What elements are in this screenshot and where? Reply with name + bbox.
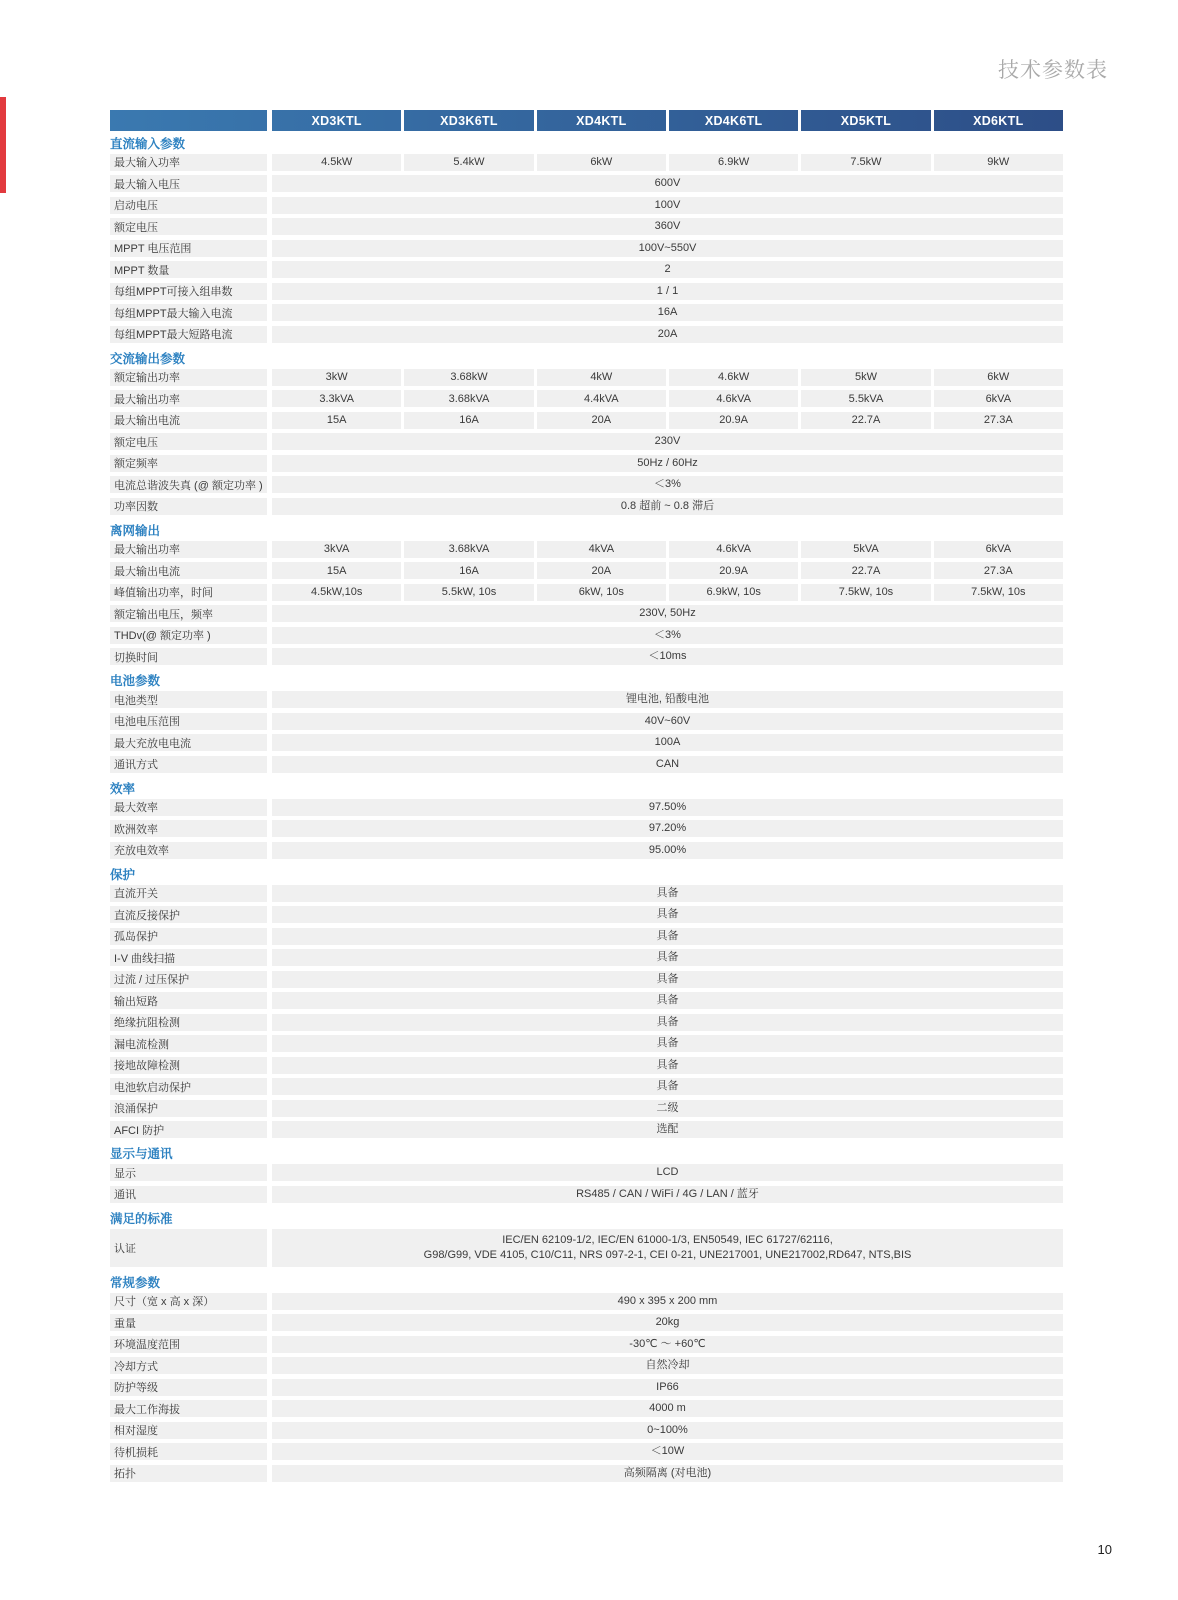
row-label: 额定电压 xyxy=(110,433,267,450)
value-cell: 22.7A xyxy=(801,562,930,579)
value-cell-merged: 16A xyxy=(272,304,1063,321)
value-cell-merged: 490 x 395 x 200 mm xyxy=(272,1293,1063,1310)
row-values xyxy=(272,175,1063,192)
spec-row xyxy=(110,1229,1063,1267)
row-label: 最大输入功率 xyxy=(110,154,267,171)
spec-row xyxy=(110,691,1063,708)
value-cell-merged: 97.50% xyxy=(272,799,1063,816)
row-values xyxy=(272,1035,1063,1052)
value-cell-merged: -30℃ ～ +60℃ xyxy=(272,1336,1063,1353)
row-values xyxy=(272,885,1063,902)
value-cell: 4.6kVA xyxy=(669,390,798,407)
row-label: 最大工作海拔 xyxy=(110,1400,267,1417)
spec-row xyxy=(110,756,1063,773)
row-label: 浪涌保护 xyxy=(110,1100,267,1117)
row-values xyxy=(272,240,1063,257)
spec-row xyxy=(110,175,1063,192)
value-cell: 3.68kVA xyxy=(404,541,533,558)
row-label: 最大输出电流 xyxy=(110,412,267,429)
spec-row xyxy=(110,433,1063,450)
row-values xyxy=(272,1229,1063,1267)
spec-row xyxy=(110,218,1063,235)
row-values xyxy=(272,713,1063,730)
value-cell-merged: 100V xyxy=(272,197,1063,214)
spec-row xyxy=(110,369,1063,386)
row-label: 欧洲效率 xyxy=(110,820,267,837)
value-cell-merged: 0.8 超前 ~ 0.8 滞后 xyxy=(272,498,1063,515)
value-cell: 3.68kW xyxy=(404,369,533,386)
spec-row xyxy=(110,1078,1063,1095)
row-values xyxy=(272,1400,1063,1417)
value-cell: 9kW xyxy=(934,154,1063,171)
section-title: 交流输出参数 xyxy=(110,351,186,366)
row-label: 尺寸（宽 x 高 x 深） xyxy=(110,1293,267,1310)
row-values xyxy=(272,1336,1063,1353)
value-cell-merged: 二级 xyxy=(272,1100,1063,1117)
row-values xyxy=(272,1057,1063,1074)
spec-row xyxy=(110,1057,1063,1074)
row-label: 认证 xyxy=(110,1229,267,1267)
row-values xyxy=(272,799,1063,816)
row-values xyxy=(272,584,1063,601)
value-cell: 15A xyxy=(272,412,401,429)
spec-row xyxy=(110,1035,1063,1052)
value-cell: 5kW xyxy=(801,369,930,386)
table-body xyxy=(110,132,1063,1482)
row-label: 电池软启动保护 xyxy=(110,1078,267,1095)
value-cell: 7.5kW xyxy=(801,154,930,171)
row-label: 直流开关 xyxy=(110,885,267,902)
spec-row xyxy=(110,1014,1063,1031)
value-cell-merged: ＜3% xyxy=(272,627,1063,644)
row-label: 孤岛保护 xyxy=(110,928,267,945)
value-cell-merged: 具备 xyxy=(272,1078,1063,1095)
row-label: 切换时间 xyxy=(110,648,267,665)
value-cell: 6kVA xyxy=(934,390,1063,407)
row-label: 电流总谐波失真 (@ 额定功率 ) xyxy=(110,476,267,493)
spec-row xyxy=(110,820,1063,837)
row-values xyxy=(272,928,1063,945)
row-values xyxy=(272,261,1063,278)
row-values xyxy=(272,605,1063,622)
row-values xyxy=(272,971,1063,988)
value-cell: 5.4kW xyxy=(404,154,533,171)
row-label: I-V 曲线扫描 xyxy=(110,949,267,966)
spec-row xyxy=(110,476,1063,493)
spec-table xyxy=(110,110,1063,1486)
spec-row xyxy=(110,1121,1063,1138)
value-cell-merged: 具备 xyxy=(272,928,1063,945)
section-title: 效率 xyxy=(110,781,136,796)
row-values xyxy=(272,1186,1063,1203)
section-title: 电池参数 xyxy=(110,674,161,689)
value-cell-merged: 具备 xyxy=(272,949,1063,966)
row-values xyxy=(272,369,1063,386)
value-cell: 6.9kW, 10s xyxy=(669,584,798,601)
value-cell-merged: 具备 xyxy=(272,1057,1063,1074)
spec-row xyxy=(110,648,1063,665)
row-label: 最大充放电电流 xyxy=(110,734,267,751)
row-label: 最大输出功率 xyxy=(110,541,267,558)
spec-row xyxy=(110,1100,1063,1117)
section-title: 显示与通讯 xyxy=(110,1147,173,1162)
row-label: 通讯方式 xyxy=(110,756,267,773)
row-label: 额定输出电压，频率 xyxy=(110,605,267,622)
row-values xyxy=(272,1443,1063,1460)
value-cell-merged xyxy=(272,1229,1063,1267)
value-cell: 3kVA xyxy=(272,541,401,558)
row-values xyxy=(272,562,1063,579)
spec-row xyxy=(110,1400,1063,1417)
row-values xyxy=(272,992,1063,1009)
spec-row xyxy=(110,1379,1063,1396)
value-cell: 15A xyxy=(272,562,401,579)
spec-row xyxy=(110,992,1063,1009)
row-values xyxy=(272,154,1063,171)
value-line: G98/G99, VDE 4105, C10/C11, NRS 097-2-1, CEI 0-21, UNE217001, UNE217002,RD647, NTS,BIS xyxy=(423,1248,912,1261)
row-label: 启动电压 xyxy=(110,197,267,214)
row-values xyxy=(272,304,1063,321)
spec-row xyxy=(110,1465,1063,1482)
row-label: MPPT 数量 xyxy=(110,261,267,278)
spec-row xyxy=(110,154,1063,171)
row-values xyxy=(272,1078,1063,1095)
spec-row xyxy=(110,906,1063,923)
value-cell-merged: 230V, 50Hz xyxy=(272,605,1063,622)
value-cell: 7.5kW, 10s xyxy=(934,584,1063,601)
model-header-xd3ktl: XD3KTL xyxy=(272,110,404,131)
page-title: 技术参数表 xyxy=(998,59,1108,82)
model-header-xd4k6tl: XD4K6TL xyxy=(669,110,801,131)
section-title: 常规参数 xyxy=(110,1275,161,1290)
row-label: AFCI 防护 xyxy=(110,1121,267,1138)
row-values xyxy=(272,283,1063,300)
model-header-xd3k6tl: XD3K6TL xyxy=(404,110,536,131)
row-values xyxy=(272,1014,1063,1031)
value-cell-merged: CAN xyxy=(272,756,1063,773)
row-label: 电池电压范围 xyxy=(110,713,267,730)
spec-row xyxy=(110,1336,1063,1353)
row-label: 拓扑 xyxy=(110,1465,267,1482)
value-cell: 6kVA xyxy=(934,541,1063,558)
value-cell: 16A xyxy=(404,562,533,579)
value-cell-merged: LCD xyxy=(272,1164,1063,1181)
row-values xyxy=(272,1357,1063,1374)
model-header-xd4ktl: XD4KTL xyxy=(537,110,669,131)
row-label: 最大输出电流 xyxy=(110,562,267,579)
value-cell: 4kW xyxy=(537,369,666,386)
spec-row xyxy=(110,1186,1063,1203)
value-cell: 5kVA xyxy=(801,541,930,558)
row-label: 漏电流检测 xyxy=(110,1035,267,1052)
value-cell: 4.5kW,10s xyxy=(272,584,401,601)
spec-row xyxy=(110,1422,1063,1439)
spec-row xyxy=(110,971,1063,988)
spec-row xyxy=(110,240,1063,257)
spec-row xyxy=(110,1314,1063,1331)
row-values xyxy=(272,412,1063,429)
row-label: 待机损耗 xyxy=(110,1443,267,1460)
section-title: 满足的标准 xyxy=(110,1211,173,1226)
spec-row xyxy=(110,498,1063,515)
row-values xyxy=(272,476,1063,493)
row-label: 额定电压 xyxy=(110,218,267,235)
row-values xyxy=(272,541,1063,558)
row-label: 接地故障检测 xyxy=(110,1057,267,1074)
value-cell-merged: 360V xyxy=(272,218,1063,235)
row-label: THDv(@ 额定功率 ) xyxy=(110,627,267,644)
value-cell-merged: 230V xyxy=(272,433,1063,450)
value-cell-merged: 20kg xyxy=(272,1314,1063,1331)
spec-row xyxy=(110,326,1063,343)
row-values xyxy=(272,949,1063,966)
value-cell: 6kW xyxy=(934,369,1063,386)
value-cell: 4.4kVA xyxy=(537,390,666,407)
value-cell-merged: 40V~60V xyxy=(272,713,1063,730)
value-cell-merged: ＜10W xyxy=(272,1443,1063,1460)
spec-row xyxy=(110,304,1063,321)
value-cell-merged: 20A xyxy=(272,326,1063,343)
model-header-xd5ktl: XD5KTL xyxy=(801,110,933,131)
value-cell-merged: 50Hz / 60Hz xyxy=(272,455,1063,472)
row-values xyxy=(272,1100,1063,1117)
section-title: 保护 xyxy=(110,867,136,882)
row-label: 过流 / 过压保护 xyxy=(110,971,267,988)
row-values xyxy=(272,842,1063,859)
row-label: 绝缘抗阻检测 xyxy=(110,1014,267,1031)
value-cell-merged: 4000 m xyxy=(272,1400,1063,1417)
row-values xyxy=(272,734,1063,751)
value-cell-merged: 1 / 1 xyxy=(272,283,1063,300)
spec-row xyxy=(110,842,1063,859)
row-values xyxy=(272,820,1063,837)
row-values xyxy=(272,326,1063,343)
value-cell-merged: 高频隔离 (对电池) xyxy=(272,1465,1063,1482)
row-label: 最大输入电压 xyxy=(110,175,267,192)
spec-row xyxy=(110,605,1063,622)
value-cell-merged: 具备 xyxy=(272,1035,1063,1052)
value-cell: 4.6kW xyxy=(669,369,798,386)
spec-row xyxy=(110,1357,1063,1374)
value-cell: 4kVA xyxy=(537,541,666,558)
row-label: 重量 xyxy=(110,1314,267,1331)
spec-row xyxy=(110,1443,1063,1460)
row-values xyxy=(272,1164,1063,1181)
row-label: 显示 xyxy=(110,1164,267,1181)
row-values xyxy=(272,627,1063,644)
value-cell: 5.5kVA xyxy=(801,390,930,407)
value-cell-merged: 锂电池, 铅酸电池 xyxy=(272,691,1063,708)
row-values xyxy=(272,756,1063,773)
value-cell: 6kW xyxy=(537,154,666,171)
value-cell-merged: 0~100% xyxy=(272,1422,1063,1439)
row-label: 额定输出功率 xyxy=(110,369,267,386)
value-cell-merged: 100V~550V xyxy=(272,240,1063,257)
row-values xyxy=(272,455,1063,472)
value-cell: 4.6kVA xyxy=(669,541,798,558)
spec-row xyxy=(110,799,1063,816)
row-label: 峰值输出功率，时间 xyxy=(110,584,267,601)
value-cell: 5.5kW, 10s xyxy=(404,584,533,601)
value-cell: 20A xyxy=(537,562,666,579)
page-number: 10 xyxy=(1097,1542,1112,1557)
spec-row xyxy=(110,885,1063,902)
row-label: 电池类型 xyxy=(110,691,267,708)
row-label: 每组MPPT最大输入电流 xyxy=(110,304,267,321)
spec-row xyxy=(110,455,1063,472)
row-values xyxy=(272,390,1063,407)
spec-row xyxy=(110,949,1063,966)
spec-row xyxy=(110,261,1063,278)
row-label: 每组MPPT可接入组串数 xyxy=(110,283,267,300)
value-cell-merged: 100A xyxy=(272,734,1063,751)
row-label: 通讯 xyxy=(110,1186,267,1203)
header-spacer-cell xyxy=(110,110,272,131)
value-cell-merged: ＜3% xyxy=(272,476,1063,493)
row-label: 冷却方式 xyxy=(110,1357,267,1374)
value-cell: 22.7A xyxy=(801,412,930,429)
row-values xyxy=(272,1465,1063,1482)
row-values xyxy=(272,648,1063,665)
spec-row xyxy=(110,1293,1063,1310)
model-header-xd6ktl: XD6KTL xyxy=(973,113,1024,128)
row-label: 输出短路 xyxy=(110,992,267,1009)
row-values xyxy=(272,1379,1063,1396)
spec-row xyxy=(110,390,1063,407)
value-cell-merged: 600V xyxy=(272,175,1063,192)
section-title: 离网输出 xyxy=(110,523,161,538)
row-label: 功率因数 xyxy=(110,498,267,515)
value-cell-merged: 选配 xyxy=(272,1121,1063,1138)
row-label: 充放电效率 xyxy=(110,842,267,859)
value-cell-merged: 具备 xyxy=(272,992,1063,1009)
value-line: IEC/EN 62109-1/2, IEC/EN 61000-1/3, EN50549, IEC 61727/62116, xyxy=(502,1233,833,1246)
row-label: 每组MPPT最大短路电流 xyxy=(110,326,267,343)
value-cell: 3.3kVA xyxy=(272,390,401,407)
value-cell-merged: IP66 xyxy=(272,1379,1063,1396)
row-values xyxy=(272,197,1063,214)
table-header-row xyxy=(110,110,1063,131)
row-values xyxy=(272,906,1063,923)
value-cell: 27.3A xyxy=(934,412,1063,429)
row-values xyxy=(272,498,1063,515)
row-label: 最大输出功率 xyxy=(110,390,267,407)
value-cell: 20.9A xyxy=(669,412,798,429)
value-cell: 3.68kVA xyxy=(404,390,533,407)
spec-row xyxy=(110,1164,1063,1181)
spec-row xyxy=(110,283,1063,300)
row-values xyxy=(272,433,1063,450)
value-cell: 20.9A xyxy=(669,562,798,579)
value-cell: 6kW, 10s xyxy=(537,584,666,601)
value-cell-merged: 具备 xyxy=(272,885,1063,902)
value-cell: 6.9kW xyxy=(669,154,798,171)
spec-row xyxy=(110,734,1063,751)
spec-row xyxy=(110,541,1063,558)
spec-row xyxy=(110,197,1063,214)
spec-row xyxy=(110,584,1063,601)
row-label: 环境温度范围 xyxy=(110,1336,267,1353)
value-cell-merged: 95.00% xyxy=(272,842,1063,859)
value-cell-merged: 97.20% xyxy=(272,820,1063,837)
value-cell: 27.3A xyxy=(934,562,1063,579)
value-cell: 16A xyxy=(404,412,533,429)
row-label: 防护等级 xyxy=(110,1379,267,1396)
row-label: 最大效率 xyxy=(110,799,267,816)
value-cell-merged: 自然冷却 xyxy=(272,1357,1063,1374)
row-values xyxy=(272,1314,1063,1331)
spec-row xyxy=(110,627,1063,644)
row-label: 直流反接保护 xyxy=(110,906,267,923)
value-cell-merged: 2 xyxy=(272,261,1063,278)
row-values xyxy=(272,1293,1063,1310)
value-cell-merged: RS485 / CAN / WiFi / 4G / LAN / 蓝牙 xyxy=(272,1186,1063,1203)
spec-row xyxy=(110,562,1063,579)
left-accent-stripe xyxy=(0,97,6,193)
spec-row xyxy=(110,713,1063,730)
row-values xyxy=(272,691,1063,708)
row-label: 额定频率 xyxy=(110,455,267,472)
row-values xyxy=(272,1422,1063,1439)
value-cell: 3kW xyxy=(272,369,401,386)
section-title: 直流输入参数 xyxy=(110,136,186,151)
value-cell: 20A xyxy=(537,412,666,429)
row-values xyxy=(272,218,1063,235)
value-cell-merged: 具备 xyxy=(272,1014,1063,1031)
row-label: MPPT 电压范围 xyxy=(110,240,267,257)
value-cell: 4.5kW xyxy=(272,154,401,171)
value-cell: 7.5kW, 10s xyxy=(801,584,930,601)
spec-row xyxy=(110,928,1063,945)
row-label: 相对湿度 xyxy=(110,1422,267,1439)
value-cell-merged: 具备 xyxy=(272,971,1063,988)
value-cell-merged: ＜10ms xyxy=(272,648,1063,665)
spec-row xyxy=(110,412,1063,429)
value-cell-merged: 具备 xyxy=(272,906,1063,923)
row-values xyxy=(272,1121,1063,1138)
